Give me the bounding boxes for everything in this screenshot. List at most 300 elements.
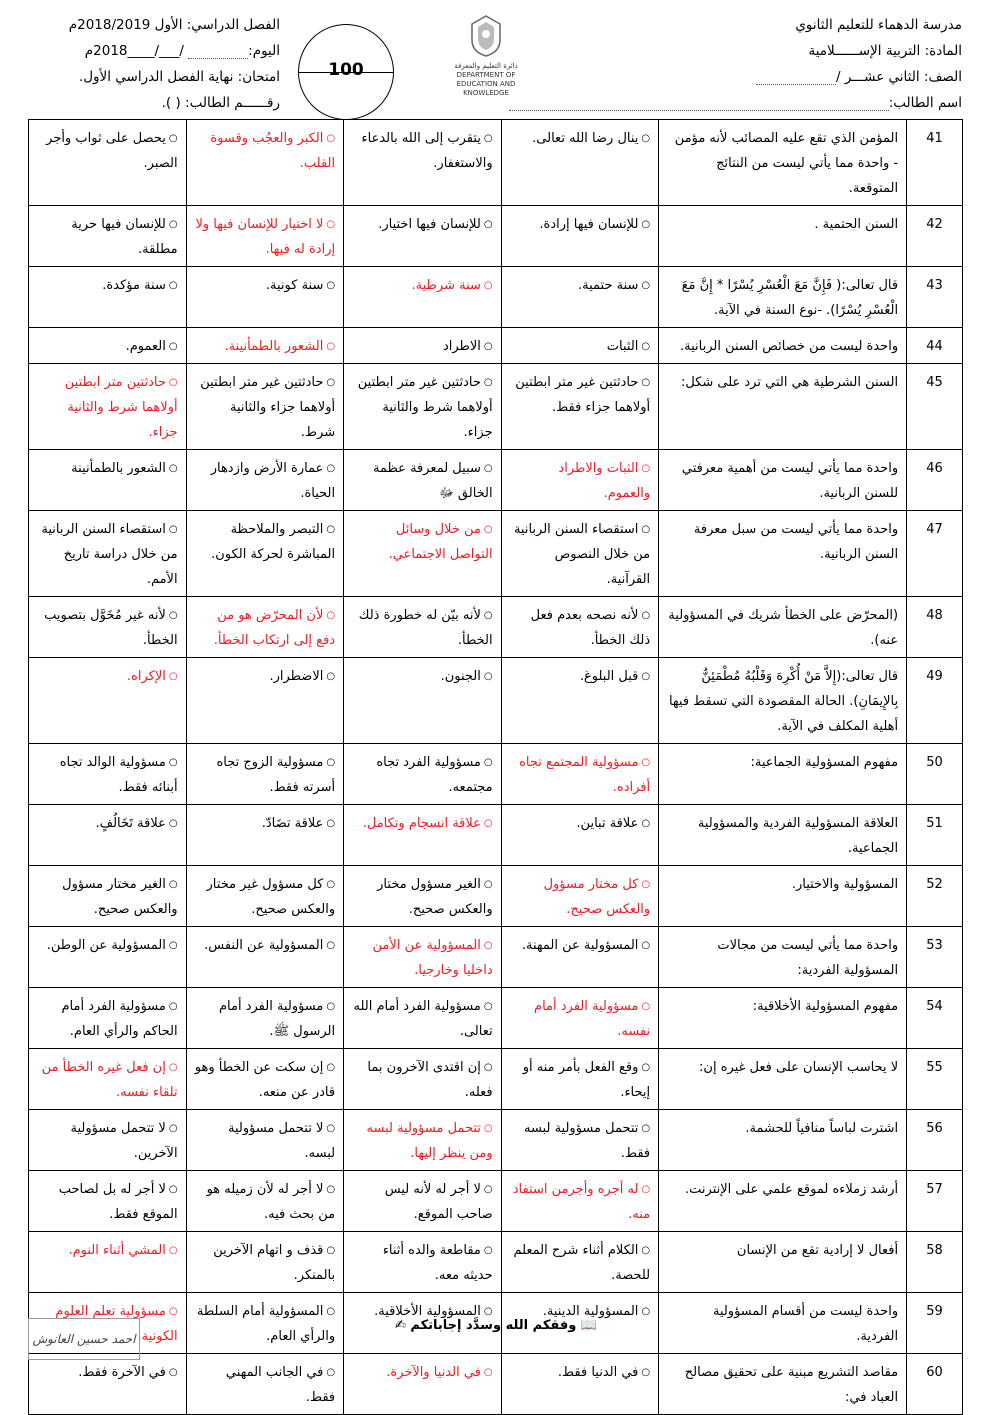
answer-text: [195, 1055, 336, 1105]
answer-option[interactable]: [29, 1049, 187, 1110]
radio-circle-icon[interactable]: ○: [483, 818, 493, 829]
subject-label: المادة: التربية الإســــــلامية: [808, 43, 962, 59]
radio-circle-icon[interactable]: ○: [641, 1184, 651, 1195]
answer-text: [195, 811, 336, 836]
answer-option[interactable]: [186, 866, 344, 927]
option-label: الغير مختار مسؤول والعكس صحيح.: [62, 877, 178, 917]
option-label: مسؤولية الزوج تجاه أسرته فقط.: [216, 755, 336, 795]
answer-option[interactable]: [344, 866, 502, 927]
day-blank[interactable]: [188, 44, 248, 59]
answer-option[interactable]: [344, 120, 502, 206]
question-text: مفهوم المسؤولية الجماعية:: [659, 744, 907, 805]
radio-circle-icon[interactable]: ○: [483, 1123, 493, 1134]
radio-circle-icon[interactable]: ○: [168, 671, 178, 682]
question-row: [29, 364, 963, 450]
radio-circle-icon[interactable]: ○: [641, 377, 651, 388]
radio-circle-icon[interactable]: ○: [326, 1123, 336, 1134]
answer-option[interactable]: [186, 1171, 344, 1232]
radio-circle-icon[interactable]: ○: [483, 610, 493, 621]
question-number: 43: [907, 267, 963, 328]
option-label: للإنسان فيها اختيار.: [378, 217, 481, 232]
radio-circle-icon[interactable]: ○: [168, 341, 178, 352]
answer-option[interactable]: [344, 1110, 502, 1171]
option-label: سبيل لمعرفة عظمة الخالق ﷻ: [373, 461, 493, 501]
radio-circle-icon[interactable]: ○: [326, 1001, 336, 1012]
answer-text: [510, 1055, 651, 1105]
exam-label: امتحان: نهاية الفصل الدراسي الأول.: [78, 69, 280, 85]
radio-circle-icon[interactable]: ○: [483, 1062, 493, 1073]
option-label: في الدنيا والآخرة.: [386, 1365, 481, 1380]
answer-option[interactable]: [29, 511, 187, 597]
option-label: يتقرب إلى الله بالدعاء والاستغفار.: [361, 131, 493, 171]
radio-circle-icon[interactable]: ○: [483, 1001, 493, 1012]
radio-circle-icon[interactable]: ○: [483, 671, 493, 682]
answer-option[interactable]: [29, 364, 187, 450]
radio-circle-icon[interactable]: ○: [168, 1123, 178, 1134]
answer-option[interactable]: [344, 1232, 502, 1293]
radio-circle-icon[interactable]: ○: [326, 377, 336, 388]
radio-circle-icon[interactable]: ○: [326, 1306, 336, 1317]
answer-option[interactable]: [186, 267, 344, 328]
radio-circle-icon[interactable]: ○: [168, 610, 178, 621]
answer-option[interactable]: [186, 511, 344, 597]
radio-circle-icon[interactable]: ○: [483, 133, 493, 144]
correct-answer: [195, 603, 336, 653]
answer-option[interactable]: [186, 450, 344, 511]
answer-option[interactable]: [344, 511, 502, 597]
radio-circle-icon[interactable]: ○: [168, 1062, 178, 1073]
answer-option[interactable]: [29, 267, 187, 328]
answer-option[interactable]: [29, 328, 187, 364]
radio-circle-icon[interactable]: ○: [641, 757, 651, 768]
question-row: [29, 1110, 963, 1171]
answer-option[interactable]: [186, 805, 344, 866]
answer-option[interactable]: [29, 805, 187, 866]
correct-answer: [37, 1238, 178, 1263]
answer-option[interactable]: [29, 744, 187, 805]
grade-total: 100: [328, 60, 364, 80]
answer-option[interactable]: [29, 927, 187, 988]
answer-option[interactable]: [344, 988, 502, 1049]
radio-circle-icon[interactable]: ○: [483, 1184, 493, 1195]
header-school-info: [542, 12, 962, 116]
question-number: 57: [907, 1171, 963, 1232]
question-text: اشترت لباساً منافياً للحشمة.: [659, 1110, 907, 1171]
answer-option[interactable]: [344, 1049, 502, 1110]
radio-circle-icon[interactable]: ○: [168, 524, 178, 535]
radio-circle-icon[interactable]: ○: [641, 818, 651, 829]
option-label: وقع الفعل بأمر منه أو إيحاء.: [522, 1060, 651, 1100]
radio-circle-icon[interactable]: ○: [326, 1245, 336, 1256]
radio-circle-icon[interactable]: ○: [168, 133, 178, 144]
option-label: مسؤولية الفرد أمام نفسه.: [534, 999, 651, 1039]
option-label: علاقة تضَادّ.: [261, 816, 324, 831]
grade-blank[interactable]: [756, 70, 836, 85]
option-label: علاقة تباين.: [576, 816, 639, 831]
answer-option[interactable]: [29, 988, 187, 1049]
radio-circle-icon[interactable]: ○: [168, 219, 178, 230]
school-name: مدرسة الدهماء للتعليم الثانوي: [795, 17, 962, 33]
student-name-row: اسم الطالب:: [542, 90, 962, 116]
answer-text: [510, 1360, 651, 1385]
question-number: 45: [907, 364, 963, 450]
grade-label: الصف: الثاني عشـــر /: [542, 64, 962, 90]
answer-text: [352, 1238, 493, 1288]
question-number: 54: [907, 988, 963, 1049]
question-text: أرشد زملاءه لموقع علمي على الإنترنت.: [659, 1171, 907, 1232]
teacher-signature: احمد حسين العانوش: [28, 1318, 140, 1360]
radio-circle-icon[interactable]: ○: [326, 524, 336, 535]
radio-circle-icon[interactable]: ○: [641, 879, 651, 890]
answer-option[interactable]: [186, 1354, 344, 1415]
option-label: علاقة انسجام وتكامل.: [362, 816, 481, 831]
correct-answer: [195, 334, 336, 359]
answer-text: [352, 664, 493, 689]
answer-option[interactable]: [344, 328, 502, 364]
option-label: الثبات والاطراد والعموم.: [558, 461, 651, 501]
question-row: [29, 866, 963, 927]
radio-circle-icon[interactable]: ○: [641, 1306, 651, 1317]
answer-option[interactable]: [501, 1232, 659, 1293]
answer-option[interactable]: [501, 511, 659, 597]
question-number: 60: [907, 1354, 963, 1415]
answer-option[interactable]: [29, 658, 187, 744]
question-number: 56: [907, 1110, 963, 1171]
logo-arabic: دائرة التعليم والمعرفة: [454, 62, 518, 70]
radio-circle-icon[interactable]: ○: [168, 1245, 178, 1256]
correct-answer: [352, 811, 493, 836]
answer-text: [352, 750, 493, 800]
correct-answer: [352, 1360, 493, 1385]
radio-circle-icon[interactable]: ○: [168, 1306, 178, 1317]
answer-option[interactable]: [186, 988, 344, 1049]
option-label: علاقة تَخَالُفٍ.: [95, 816, 166, 831]
answer-option[interactable]: [186, 328, 344, 364]
answer-option[interactable]: [29, 450, 187, 511]
grade-circle: [298, 24, 394, 120]
answer-option[interactable]: [344, 1171, 502, 1232]
answer-text: [37, 1177, 178, 1227]
answer-text: [195, 456, 336, 506]
question-text: السنن الشرطية هي التي ترد على شكل:: [659, 364, 907, 450]
radio-circle-icon[interactable]: ○: [483, 757, 493, 768]
answer-text: [510, 212, 651, 237]
question-number: 51: [907, 805, 963, 866]
answer-option[interactable]: [29, 1354, 187, 1415]
answer-option[interactable]: [501, 1354, 659, 1415]
question-number: 59: [907, 1293, 963, 1354]
logo-english: DEPARTMENT OF EDUCATION AND KNOWLEDGE: [456, 71, 516, 97]
answer-option[interactable]: [501, 597, 659, 658]
radio-circle-icon[interactable]: ○: [168, 1001, 178, 1012]
answer-option[interactable]: [501, 364, 659, 450]
question-row: [29, 744, 963, 805]
answer-option[interactable]: [501, 1049, 659, 1110]
radio-circle-icon[interactable]: ○: [326, 133, 336, 144]
answer-text: [510, 334, 651, 359]
option-label: سنة مؤكدة.: [102, 278, 166, 293]
day-date-row: اليوم: /___/____2018م: [84, 43, 280, 59]
answer-text: [37, 933, 178, 958]
radio-circle-icon[interactable]: ○: [483, 280, 493, 291]
answer-option[interactable]: [29, 597, 187, 658]
question-row: [29, 988, 963, 1049]
department-logo: [446, 14, 526, 97]
radio-circle-icon[interactable]: ○: [483, 1245, 493, 1256]
answer-option[interactable]: [344, 597, 502, 658]
radio-circle-icon[interactable]: ○: [326, 940, 336, 951]
question-row: [29, 206, 963, 267]
answer-text: [37, 872, 178, 922]
answer-option[interactable]: [186, 597, 344, 658]
answer-option[interactable]: [501, 744, 659, 805]
answer-option[interactable]: [29, 866, 187, 927]
radio-circle-icon[interactable]: ○: [483, 341, 493, 352]
radio-circle-icon[interactable]: ○: [326, 671, 336, 682]
answer-text: [195, 1116, 336, 1166]
answer-option[interactable]: [344, 206, 502, 267]
radio-circle-icon[interactable]: ○: [326, 1062, 336, 1073]
answer-option[interactable]: [186, 120, 344, 206]
radio-circle-icon[interactable]: ○: [483, 219, 493, 230]
option-label: كل مختار مسؤول والعكس صحيح.: [543, 877, 651, 917]
answer-text: [352, 456, 493, 506]
correct-answer: [510, 750, 651, 800]
radio-circle-icon[interactable]: ○: [326, 1367, 336, 1378]
radio-circle-icon[interactable]: ○: [641, 610, 651, 621]
question-text: لا يحاسب الإنسان على فعل غيره إن:: [659, 1049, 907, 1110]
answer-option[interactable]: [186, 1110, 344, 1171]
answer-text: [195, 517, 336, 567]
answer-option[interactable]: [501, 927, 659, 988]
answer-option[interactable]: [186, 364, 344, 450]
question-row: [29, 658, 963, 744]
option-label: الثبات: [606, 339, 639, 354]
radio-circle-icon[interactable]: ○: [168, 1184, 178, 1195]
option-label: الإكراه.: [126, 669, 166, 684]
radio-circle-icon[interactable]: ○: [168, 757, 178, 768]
answer-text: [352, 872, 493, 922]
answer-option[interactable]: [501, 267, 659, 328]
option-label: من خلال وسائل التواصل الاجتماعي.: [388, 522, 493, 562]
answer-text: [37, 1116, 178, 1166]
correct-answer: [510, 1177, 651, 1227]
question-number: 53: [907, 927, 963, 988]
option-label: مسؤولية الفرد أمام الحاكم والرأي العام.: [61, 999, 178, 1039]
radio-circle-icon[interactable]: ○: [641, 1001, 651, 1012]
answer-option[interactable]: [501, 1171, 659, 1232]
radio-circle-icon[interactable]: ○: [326, 879, 336, 890]
option-label: العموم.: [125, 339, 166, 354]
correct-answer: [510, 994, 651, 1044]
question-text: أفعال لا إرادية تقع من الإنسان: [659, 1232, 907, 1293]
radio-circle-icon[interactable]: ○: [326, 219, 336, 230]
answer-option[interactable]: [501, 988, 659, 1049]
radio-circle-icon[interactable]: ○: [326, 818, 336, 829]
radio-circle-icon[interactable]: ○: [168, 1367, 178, 1378]
answer-option[interactable]: [29, 1110, 187, 1171]
radio-circle-icon[interactable]: ○: [641, 133, 651, 144]
answer-option[interactable]: [344, 450, 502, 511]
option-label: التبصر والملاحظة المباشرة لحركة الكون.: [211, 522, 336, 562]
option-label: إن سكت عن الخطأ وهو قادر عن منعه.: [194, 1060, 336, 1100]
answer-text: [195, 994, 336, 1044]
radio-circle-icon[interactable]: ○: [483, 1367, 493, 1378]
radio-circle-icon[interactable]: ○: [483, 524, 493, 535]
answer-option[interactable]: [186, 744, 344, 805]
student-number-label: رقــــــم الطالب: ( ).: [161, 95, 280, 111]
answer-option[interactable]: [29, 1171, 187, 1232]
answer-option[interactable]: [344, 1354, 502, 1415]
option-label: الكبر والعجُب وقسوة القلب.: [210, 131, 336, 171]
option-label: تتحمل مسؤولية لبسه فقط.: [523, 1121, 651, 1161]
option-label: حادثتين غير متر ابطتين أولاهما جزاء والثانية شرط.: [200, 375, 336, 440]
option-label: الغير مسؤول مختار والعكس صحيح.: [377, 877, 493, 917]
radio-circle-icon[interactable]: ○: [641, 1062, 651, 1073]
option-label: الشعور بالطمأنينة.: [224, 339, 324, 354]
question-text: العلاقة المسؤولية الفردية والمسؤولية الجماعية.: [659, 805, 907, 866]
answer-option[interactable]: [501, 658, 659, 744]
question-number: 48: [907, 597, 963, 658]
option-label: كل مسؤول غير مختار والعكس صحيح.: [206, 877, 336, 917]
answer-option[interactable]: [186, 927, 344, 988]
radio-circle-icon[interactable]: ○: [168, 940, 178, 951]
radio-circle-icon[interactable]: ○: [326, 1184, 336, 1195]
radio-circle-icon[interactable]: ○: [483, 1306, 493, 1317]
answer-option[interactable]: [186, 206, 344, 267]
option-label: المسؤولية عن النفس.: [204, 938, 324, 953]
radio-circle-icon[interactable]: ○: [641, 280, 651, 291]
option-label: سنة شرطية.: [411, 278, 481, 293]
answer-text: [37, 212, 178, 262]
answer-text: [195, 1238, 336, 1288]
answer-text: [195, 273, 336, 298]
question-row: [29, 267, 963, 328]
option-label: عمارة الأرض وازدهار الحياة.: [210, 461, 336, 501]
answer-option[interactable]: [186, 1049, 344, 1110]
answer-option[interactable]: [344, 364, 502, 450]
answer-option[interactable]: [501, 328, 659, 364]
answer-option[interactable]: [501, 866, 659, 927]
question-number: 49: [907, 658, 963, 744]
student-name-blank[interactable]: [509, 96, 889, 111]
radio-circle-icon[interactable]: ○: [641, 524, 651, 535]
radio-circle-icon[interactable]: ○: [483, 879, 493, 890]
option-label: في الآخرة فقط.: [78, 1365, 166, 1380]
radio-circle-icon[interactable]: ○: [641, 1123, 651, 1134]
answer-option[interactable]: [501, 1110, 659, 1171]
correct-answer: [195, 212, 336, 262]
radio-circle-icon[interactable]: ○: [326, 757, 336, 768]
radio-circle-icon[interactable]: ○: [326, 341, 336, 352]
radio-circle-icon[interactable]: ○: [641, 219, 651, 230]
answer-option[interactable]: [344, 744, 502, 805]
correct-answer: [510, 456, 651, 506]
answer-text: [195, 872, 336, 922]
answer-option[interactable]: [29, 206, 187, 267]
question-number: 47: [907, 511, 963, 597]
answer-option[interactable]: [344, 805, 502, 866]
radio-circle-icon[interactable]: ○: [326, 463, 336, 474]
question-text: (المحرّض على الخطأ شريك في المسؤولية عنه).: [659, 597, 907, 658]
option-label: مسؤولية المجتمع تجاه أفراده.: [519, 755, 651, 795]
question-text: المسؤولية والاختيار.: [659, 866, 907, 927]
radio-circle-icon[interactable]: ○: [641, 1367, 651, 1378]
option-label: قذف و اتهام الآخرين بالمنكر.: [213, 1243, 336, 1283]
answer-text: [37, 126, 178, 176]
question-text: مقاصد التشريع مبنية على تحقيق مصالح العباد في:: [659, 1354, 907, 1415]
option-label: استقصاء السنن الربانية من خلال دراسة تاريخ الأمم.: [41, 522, 178, 587]
option-label: إن اقتدى الآخرون بما فعله.: [367, 1060, 493, 1100]
option-label: في الجانب المهني فقط.: [225, 1365, 336, 1405]
answer-text: [37, 994, 178, 1044]
option-label: للإنسان فيها حرية مطلقة.: [71, 217, 178, 257]
radio-circle-icon[interactable]: ○: [641, 940, 651, 951]
option-label: لا أجر له لأنه ليس صاحب الموقع.: [384, 1182, 493, 1222]
answer-text: [510, 517, 651, 592]
answer-option[interactable]: [29, 1232, 187, 1293]
answer-option[interactable]: [344, 927, 502, 988]
option-label: تتحمل مسؤولية لبسه ومن ينظر إليها.: [366, 1121, 493, 1161]
radio-circle-icon[interactable]: ○: [326, 610, 336, 621]
answer-option[interactable]: [186, 1232, 344, 1293]
answer-option[interactable]: [186, 658, 344, 744]
answer-text: [195, 664, 336, 689]
radio-circle-icon[interactable]: ○: [168, 377, 178, 388]
answer-text: [510, 273, 651, 298]
radio-circle-icon[interactable]: ○: [641, 341, 651, 352]
option-label: لا اختيار للإنسان فيها ولا إرادة له فيها.: [195, 217, 336, 257]
question-text: واحدة مما يأتي ليست من سبل معرفة السنن الربانية.: [659, 511, 907, 597]
option-label: لا تتحمل مسؤولية لبسه.: [227, 1121, 336, 1161]
option-label: في الدنيا فقط.: [557, 1365, 639, 1380]
answer-option[interactable]: [501, 120, 659, 206]
radio-circle-icon[interactable]: ○: [641, 1245, 651, 1256]
answer-option[interactable]: [501, 450, 659, 511]
radio-circle-icon[interactable]: ○: [168, 818, 178, 829]
answer-option[interactable]: [344, 267, 502, 328]
correct-answer: [352, 517, 493, 567]
answer-option[interactable]: [501, 805, 659, 866]
radio-circle-icon[interactable]: ○: [641, 671, 651, 682]
answer-option[interactable]: [29, 120, 187, 206]
option-label: إن فعل غيره الخطأ من تلقاء نفسه.: [41, 1060, 178, 1100]
radio-circle-icon[interactable]: ○: [483, 940, 493, 951]
radio-circle-icon[interactable]: ○: [483, 377, 493, 388]
answer-text: [37, 273, 178, 298]
question-text: السنن الحتمية .: [659, 206, 907, 267]
radio-circle-icon[interactable]: ○: [641, 463, 651, 474]
option-label: لأنه غير مُخَوَّل بتصويب الخطأ.: [44, 608, 178, 648]
answer-option[interactable]: [344, 658, 502, 744]
option-label: لأنه بيّن له خطورة ذلك الخطأ.: [358, 608, 493, 648]
answer-option[interactable]: [501, 206, 659, 267]
radio-circle-icon[interactable]: ○: [326, 280, 336, 291]
semester-label: الفصل الدراسي: الأول 2018/2019م: [68, 17, 280, 33]
radio-circle-icon[interactable]: ○: [168, 463, 178, 474]
option-label: مسؤولية الوالد تجاه أبنائه فقط.: [59, 755, 178, 795]
question-row: [29, 597, 963, 658]
option-label: الاضطرار.: [269, 669, 324, 684]
answer-text: [195, 933, 336, 958]
radio-circle-icon[interactable]: ○: [168, 879, 178, 890]
answer-text: [195, 1177, 336, 1227]
radio-circle-icon[interactable]: ○: [168, 280, 178, 291]
option-label: مسؤولية تعلم العلوم الكونية.: [55, 1304, 178, 1344]
radio-circle-icon[interactable]: ○: [483, 463, 493, 474]
option-label: المسؤولية الأخلاقية.: [374, 1304, 481, 1319]
option-label: سنة كونية.: [265, 278, 324, 293]
